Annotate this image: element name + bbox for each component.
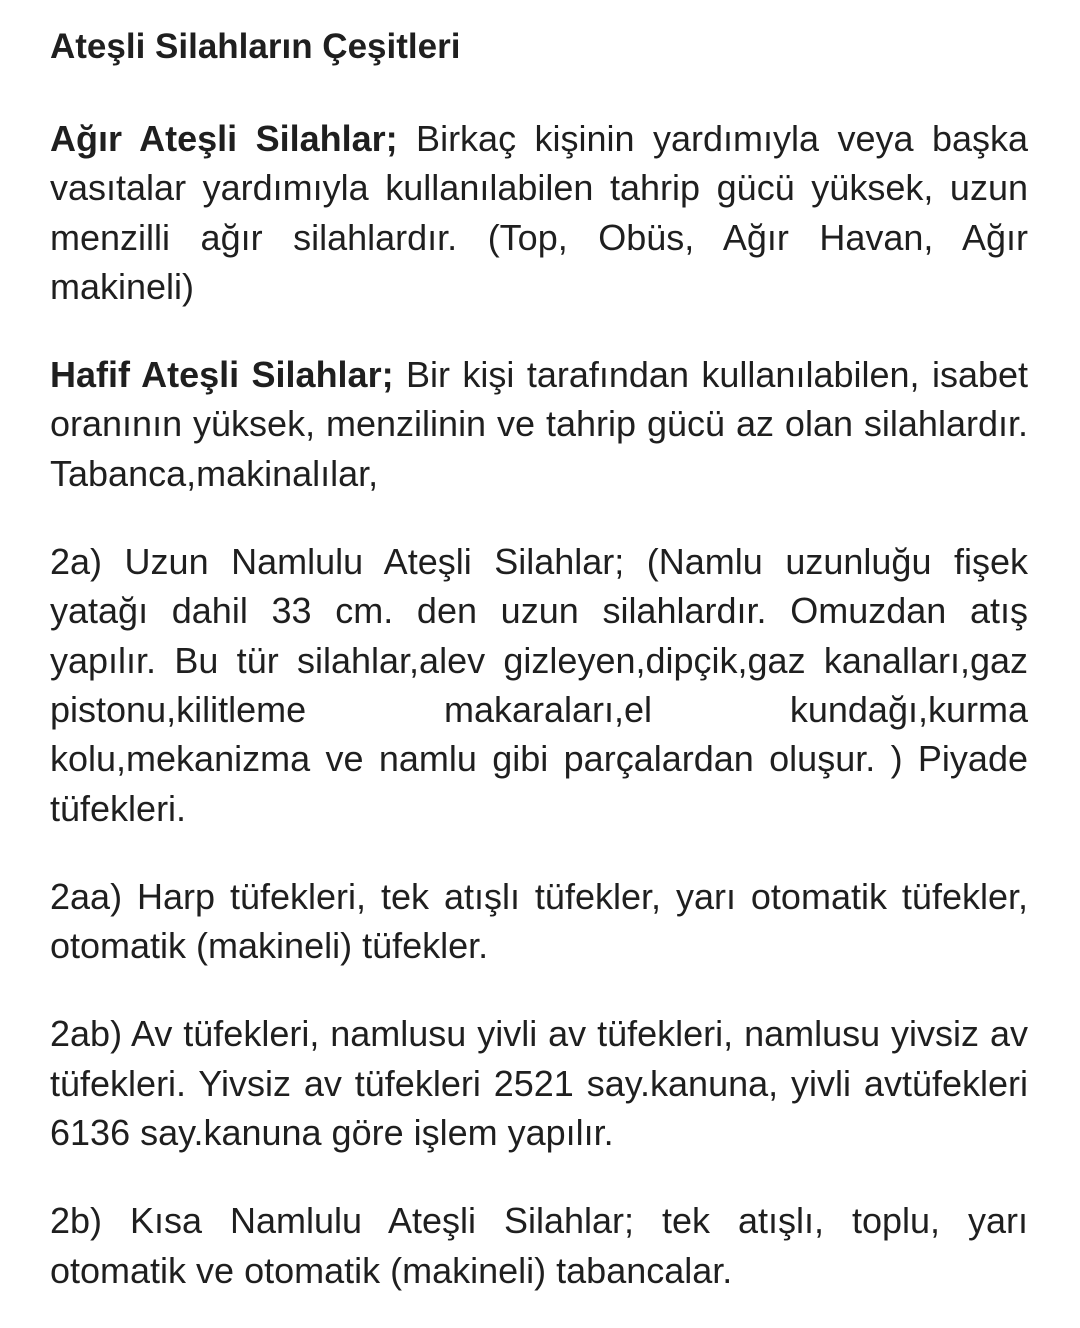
document-title: Ateşli Silahların Çeşitleri [50, 27, 461, 66]
paragraph-text: 2ab) Av tüfekleri, namlusu yivli av tüfekleri, namlusu yivsiz av tüfekleri. Yivsiz av tüfekleri 2521 say.kanuna, yivli avtüfekleri 6136 say.kanuna göre işlem yapılır. [50, 1013, 1028, 1154]
paragraph-text: Birkaç kişinin yardımıyla veya başka vasıtalar yardımıyla kullanılabilen tahrip gücü yüksek, uzun menzilli ağır silahlardır. (Top, Obüs, Ağır Havan, Ağır makineli) [50, 118, 1029, 307]
paragraph-hunting-rifles [50, 1009, 1028, 1157]
paragraph-lead: Ağır Ateşli Silahlar; [50, 118, 398, 159]
paragraph-light-firearms [50, 350, 1028, 498]
paragraph-long-barrel [50, 537, 1028, 833]
paragraph-short-barrel [50, 1196, 1028, 1295]
paragraph-text: Bir kişi tarafından kullanılabilen, isabet oranının yüksek, menzilinin ve tahrip gücü az olan silahlardır. Tabanca,makinalılar, [50, 354, 1029, 494]
paragraph-lead: Hafif Ateşli Silahlar; [50, 354, 394, 396]
paragraph-text: 2a) Uzun Namlulu Ateşli Silahlar; (Namlu uzunluğu fişek yatağı dahil 33 cm. den uzun silahlardır. Omuzdan atış yapılır. Bu tür silahlar,alev gizleyen,dipçik,gaz kanalları,gaz pistonu,kilitleme makaraları,el kundağı,kurma kolu,mekanizma ve namlu gibi parçalardan oluşur. ) Piyade tüfekleri. [50, 541, 1028, 829]
paragraph-text: 2b) Kısa Namlulu Ateşli Silahlar; tek atışlı, toplu, yarı otomatik ve otomatik (makineli) tabancalar. [50, 1200, 1028, 1291]
paragraph-heavy-firearms [50, 114, 1028, 311]
paragraph-text: 2aa) Harp tüfekleri, tek atışlı tüfekler, yarı otomatik tüfekler, otomatik (makineli) tüfekler. [50, 875, 1028, 967]
paragraph-war-rifles [50, 872, 1028, 971]
